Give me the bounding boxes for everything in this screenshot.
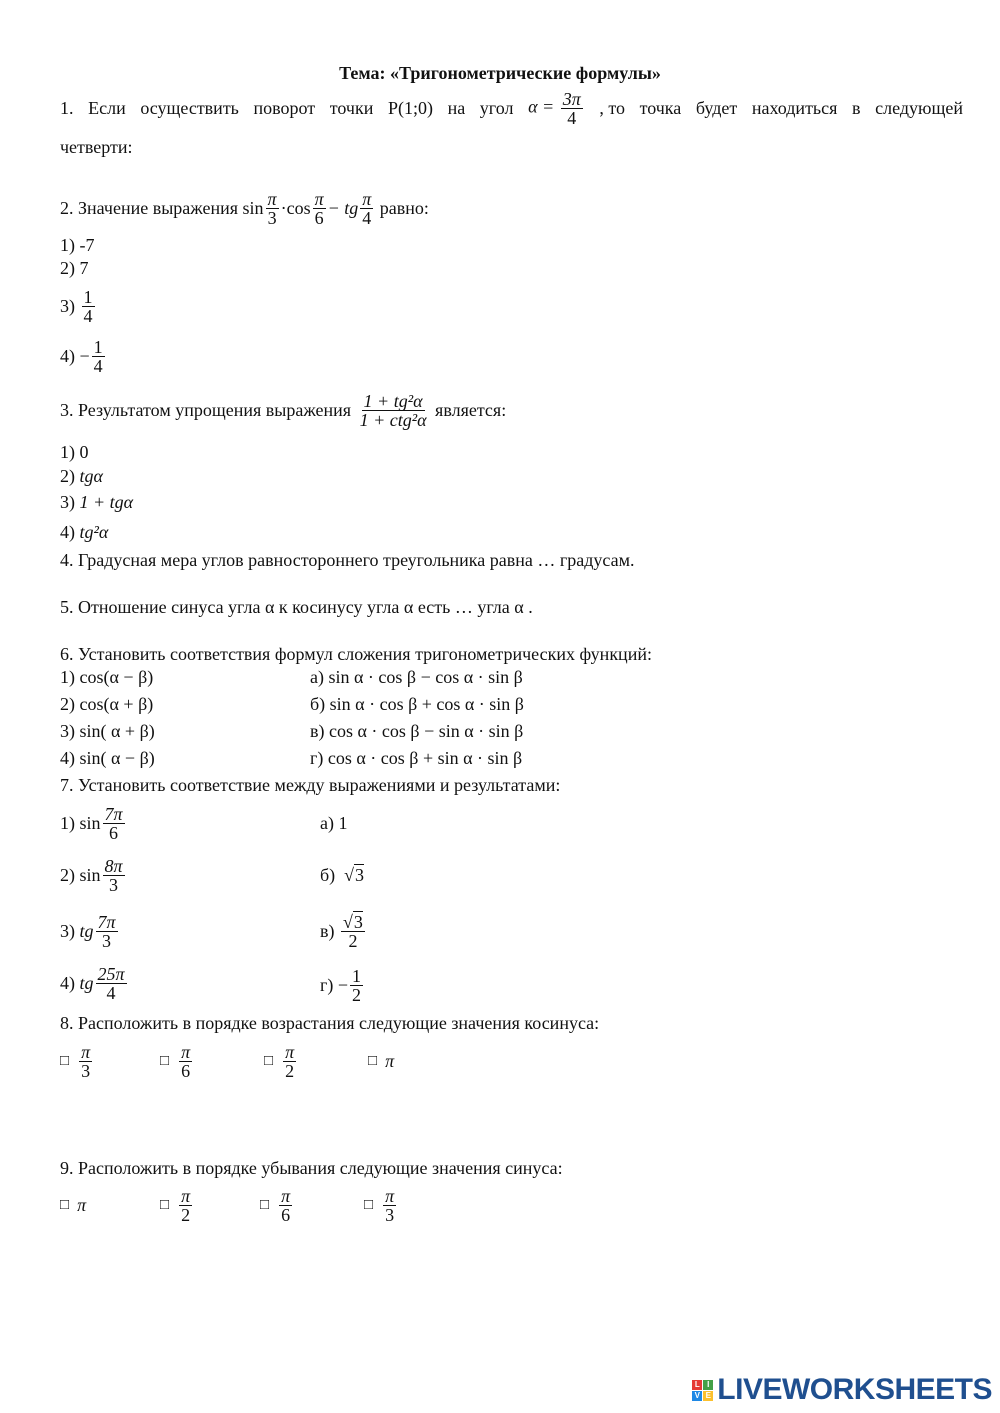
checkbox-icon[interactable]: □ (364, 1197, 374, 1213)
q2-option-2: 2) 7 (60, 258, 89, 278)
q7-left-3: 3) tg $\frac{7\pi}{3}$ (60, 911, 116, 951)
q6-right-a: а) sin α · cos β − cos α · sin β (310, 667, 523, 687)
question-8: 8. Расположить в порядке возрастания следующие значения косинуса: (60, 1013, 600, 1033)
q9-item-1[interactable]: □ π (60, 1195, 87, 1215)
checkbox-icon[interactable]: □ (60, 1197, 70, 1213)
q6-left-3: 3) sin( α + β) (60, 721, 155, 741)
q7-right-b: б) √3 (320, 865, 365, 885)
checkbox-icon[interactable]: □ (160, 1053, 170, 1069)
q2-option-4: 4) − $\frac{1}{4}$ (60, 336, 103, 376)
q1-label: 1. (60, 98, 74, 118)
q7-right-d: г) − $\frac{1}{2}$ (320, 965, 362, 1005)
checkbox-icon[interactable]: □ (160, 1197, 170, 1213)
logo-wordmark: LIVEWORKSHEETS (717, 1373, 992, 1406)
q8-item-2[interactable]: □ $\frac{\pi}{6}$ (160, 1041, 191, 1081)
q7-right-c: в) $\frac{√3}{2}$ (320, 911, 363, 951)
q6-right-c: в) cos α · cos β − sin α · sin β (310, 721, 524, 741)
q6-left-2: 2) cos(α + β) (60, 694, 154, 714)
question-5: 5. Отношение синуса угла α к косинусу угла α есть … угла α . (60, 597, 533, 617)
question-9: 9. Расположить в порядке убывания следующие значения синуса: (60, 1158, 563, 1178)
q3-option-3: 3) 1 + tgα (60, 492, 134, 512)
checkbox-icon[interactable]: □ (60, 1053, 70, 1069)
q7-left-2: 2) sin $\frac{8\pi}{3}$ (60, 855, 123, 895)
q6-left-4: 4) sin( α − β) (60, 748, 155, 768)
q3-option-1: 1) 0 (60, 442, 89, 462)
q6-right-b: б) sin α · cos β + cos α · sin β (310, 694, 524, 714)
checkbox-icon[interactable]: □ (260, 1197, 270, 1213)
q2-option-3: 3) $\frac{1}{4}$ (60, 286, 93, 326)
question-3: 3. Результатом упрощения выражения $\frac{\text{1 + tg²α}}{\text{1 + ctg²α}}$ является: (60, 390, 507, 430)
question-6: 6. Установить соответствия формул сложения тригонометрических функций: (60, 644, 652, 664)
q7-right-a: а) 1 (320, 813, 348, 833)
q6-left-1: 1) cos(α − β) (60, 667, 154, 687)
q3-option-4: 4) tg²α (60, 522, 109, 542)
q8-item-4[interactable]: □ π (368, 1051, 395, 1071)
q1-line2: четверти: (60, 137, 133, 157)
question-7: 7. Установить соответствие между выражениями и результатами: (60, 775, 561, 795)
checkbox-icon[interactable]: □ (264, 1053, 274, 1069)
q3-option-2: 2) tgα (60, 466, 103, 486)
question-4: 4. Градусная мера углов равностороннего треугольника равна … градусам. (60, 550, 635, 570)
q9-item-4[interactable]: □ $\frac{\pi}{3}$ (364, 1185, 395, 1225)
q7-left-1: 1) sin $\frac{7\pi}{6}$ (60, 803, 123, 843)
liveworksheets-logo (692, 1373, 992, 1407)
logo-icon: L I V E (692, 1380, 713, 1401)
q1-angle: α = $\frac{3\pi}{4}$ (528, 88, 581, 128)
q9-item-3[interactable]: □ $\frac{\pi}{6}$ (260, 1185, 291, 1225)
question-2: 2. Значение выражения sin $\frac{\pi}{3}$ · cos $\frac{\pi}{6}$ − tg $\frac{\pi}{4}$ равно: (60, 188, 429, 228)
page-title: Тема: «Тригонометрические формулы» (339, 63, 661, 83)
q8-item-3[interactable]: □ $\frac{\pi}{2}$ (264, 1041, 295, 1081)
q6-right-d: г) cos α · cos β + sin α · sin β (310, 748, 523, 768)
q9-item-2[interactable]: □ $\frac{\pi}{2}$ (160, 1185, 191, 1225)
q8-item-1[interactable]: □ $\frac{\pi}{3}$ (60, 1041, 91, 1081)
q2-option-1: 1) -7 (60, 235, 95, 255)
checkbox-icon[interactable]: □ (368, 1053, 378, 1069)
question-1: 1. Если осуществить поворот точки P(1;0) на угол α = $\frac{3\pi}{4}$ , то точка будет находиться в следующей (60, 88, 963, 128)
q7-left-4: 4) tg $\frac{25\pi}{4}$ (60, 963, 125, 1003)
